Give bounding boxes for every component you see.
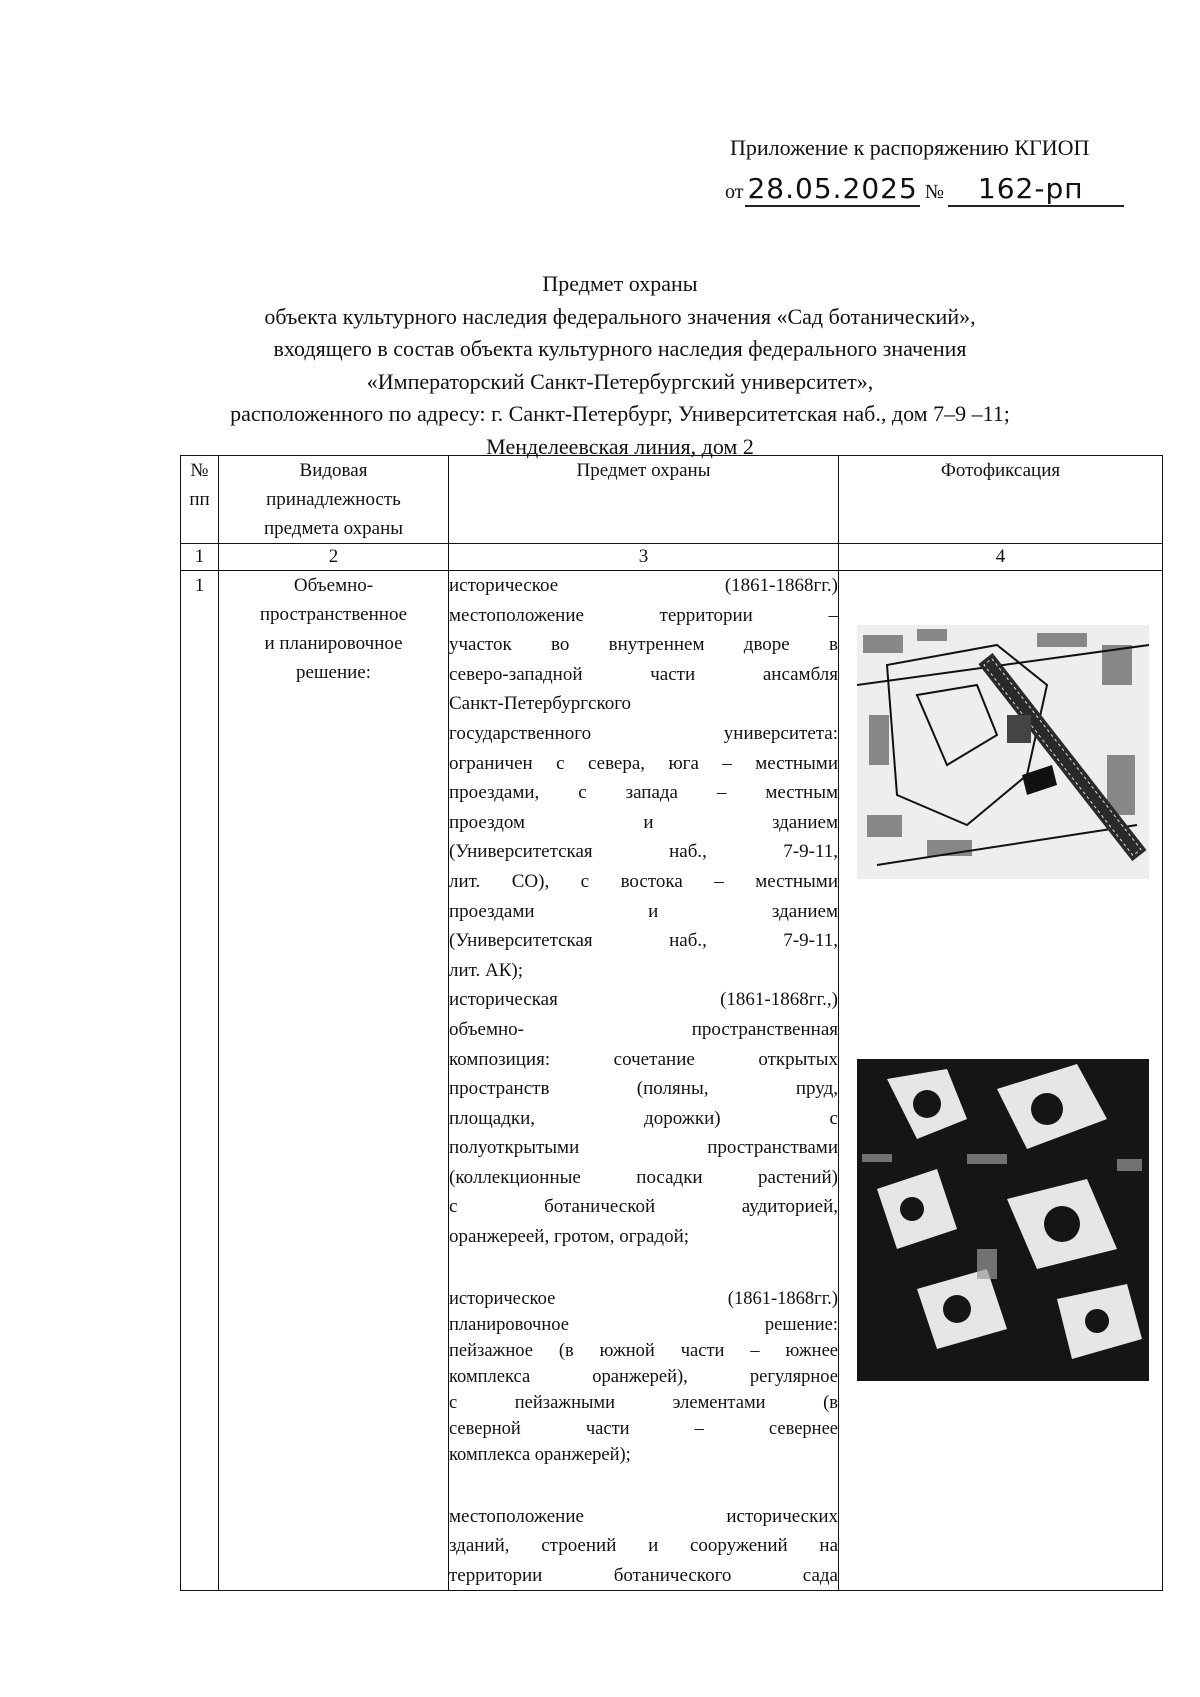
column-number: 2: [219, 544, 449, 571]
subject-paragraphs: [449, 571, 838, 1590]
subject-line: (коллекционные посадки растений): [449, 1166, 838, 1188]
column-number-row: [181, 544, 1163, 571]
protection-subject-table: [180, 455, 1163, 1591]
subject-line: с пейзажными элементами (в: [449, 1392, 838, 1413]
subject-line: лит. СО), с востока – местными: [449, 870, 838, 892]
subject-paragraph: [449, 1502, 838, 1591]
subject-line: северо-западной части ансамбля: [449, 663, 838, 685]
subject-line: государственного университета:: [449, 722, 838, 744]
subject-line: проездами, с запада – местным: [449, 782, 838, 804]
subject-line: с ботанической аудиторией,: [449, 1196, 838, 1218]
aerial-photo-map: [857, 625, 1149, 879]
subject-line: территории ботанического сада: [449, 1564, 838, 1586]
row-type-line: пространственное: [259, 604, 408, 625]
subject-line: проездом и зданием: [449, 811, 838, 833]
title-line: Менделеевская линия, дом 2: [486, 433, 754, 459]
aerial-photo-garden: [857, 1059, 1149, 1381]
subject-line: планировочное решение:: [449, 1314, 838, 1335]
header-photo: Фотофиксация: [839, 456, 1163, 544]
order-date: 28.05.2025: [747, 172, 918, 205]
subject-line: историческое (1861-1868гг.): [449, 575, 838, 596]
aerial-photo-icon: [857, 1059, 1149, 1381]
subject-line: ограничен с севера, юга – местными: [449, 752, 838, 774]
row-type-line: решение:: [295, 662, 372, 683]
order-number-label: №: [924, 181, 944, 203]
column-number: 3: [449, 544, 839, 571]
subject-line: историческое (1861-1868гг.): [449, 1288, 838, 1309]
subject-line: местоположение территории –: [449, 604, 838, 626]
subject-line: историческая (1861-1868гг.,): [449, 989, 838, 1011]
row-subject: [449, 571, 839, 1591]
subject-line: пространств (поляны, пруд,: [449, 1078, 838, 1100]
subject-line: комплекса оранжерей), регулярное: [449, 1366, 838, 1387]
header-no-line: №: [190, 460, 209, 481]
header-type-line: принадлежность: [266, 489, 401, 510]
subject-line: (Университетская наб., 7-9-11,: [449, 930, 838, 952]
subject-line: объемно- пространственная: [449, 1018, 838, 1040]
subject-line: комплекса оранжерей);: [449, 1444, 631, 1465]
order-number: 162-рп: [948, 172, 1124, 207]
title-line: объекта культурного наследия федерального значения «Сад ботанический»,: [264, 303, 976, 329]
order-reference: [725, 172, 1124, 207]
row-type: [219, 571, 449, 1591]
subject-line: проездами и зданием: [449, 900, 838, 922]
title-line: расположенного по адресу: г. Санкт-Петербург, Университетская наб., дом 7–9 –11;: [230, 401, 1010, 426]
row-number: 1: [181, 571, 219, 1591]
subject-line: северной части – севернее: [449, 1418, 838, 1439]
header-no-line: пп: [189, 489, 210, 510]
row-photos: [839, 571, 1163, 1591]
order-prefix: от: [725, 181, 744, 203]
row-type-line: и планировочное: [264, 633, 403, 654]
header-type: [219, 456, 449, 544]
row-type-line: Объемно-: [293, 575, 374, 596]
table-header-row: [181, 456, 1163, 544]
title-line: «Императорский Санкт-Петербургский университет»,: [366, 368, 874, 394]
document-title: [180, 268, 1060, 463]
subject-line: участок во внутреннем дворе в: [449, 634, 838, 656]
paragraph-gap: [449, 1252, 838, 1286]
subject-line: оранжереей, гротом, оградой;: [449, 1226, 690, 1248]
subject-line: Санкт-Петербургского: [449, 693, 632, 715]
title-line: входящего в состав объекта культурного наследия федерального значения: [273, 336, 967, 361]
subject-line: лит. АК);: [449, 959, 524, 981]
subject-line: зданий, строений и сооружений на: [449, 1535, 838, 1557]
map-photo-icon: [857, 625, 1149, 879]
subject-line: (Университетская наб., 7-9-11,: [449, 841, 838, 863]
column-number: 4: [839, 544, 1163, 571]
table-row: [181, 571, 1163, 1591]
subject-paragraph: [449, 1286, 838, 1468]
header-type-line: Видовая: [299, 460, 368, 481]
subject-line: площадки, дорожки) с: [449, 1107, 838, 1129]
header-type-line: предмета охраны: [263, 518, 404, 539]
title-line: Предмет охраны: [542, 271, 698, 296]
subject-line: пейзажное (в южной части – южнее: [449, 1340, 838, 1361]
appendix-heading: Приложение к распоряжению КГИОП: [730, 135, 1090, 160]
subject-line: местоположение исторических: [449, 1505, 838, 1527]
subject-paragraph: [449, 571, 838, 985]
subject-line: полуоткрытыми пространствами: [449, 1137, 838, 1159]
subject-line: композиция: сочетание открытых: [449, 1048, 838, 1070]
column-number: 1: [181, 544, 219, 571]
header-no: [181, 456, 219, 544]
header-subject: Предмет охраны: [449, 456, 839, 544]
subject-paragraph: [449, 985, 838, 1251]
paragraph-gap: [449, 1468, 838, 1502]
